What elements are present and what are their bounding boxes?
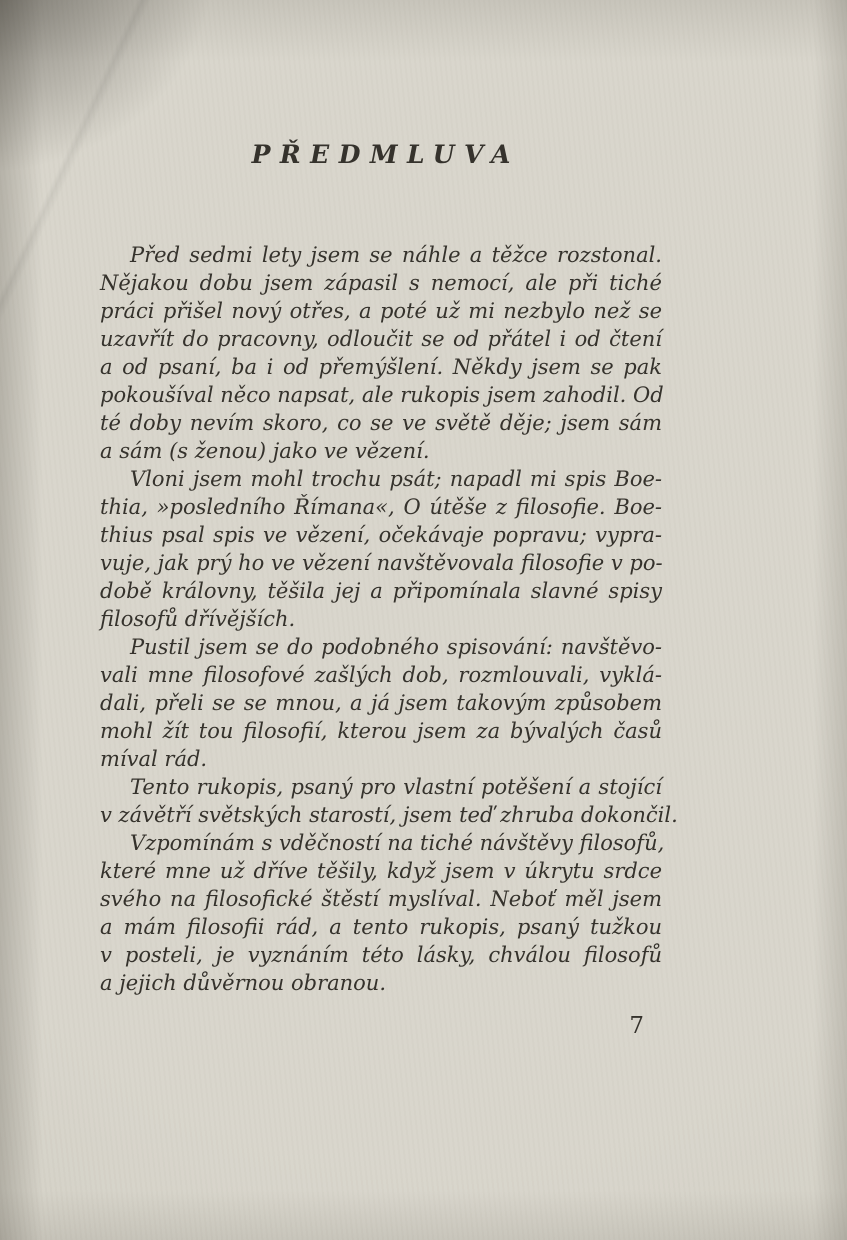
text-line: mohl žít tou filosofií, kterou jsem za bývalých časů	[100, 719, 662, 743]
text-line: době královny, těšila jej a připomínala slavné spisy	[100, 579, 662, 603]
text-line: pokoušíval něco napsat, ale rukopis jsem zahodil. Od	[100, 383, 664, 407]
text-line: a mám filosofii rád, a tento rukopis, psaný tužkou	[100, 915, 662, 939]
text-line: v závětří světských starostí, jsem teď zhruba dokončil.	[100, 803, 678, 827]
text-line: té doby nevím skoro, co se ve světě děje; jsem sám	[100, 411, 662, 435]
text-line: a od psaní, ba i od přemýšlení. Někdy jsem se pak	[100, 355, 662, 379]
text-line: vuje, jak prý ho ve vězení navštěvovala filosofie v po-	[100, 551, 663, 575]
paragraph	[100, 829, 665, 997]
text-line: thia, »posledního Římana«, O útěše z filosofie. Boe-	[100, 495, 662, 519]
paragraph	[100, 773, 678, 829]
paragraph	[100, 633, 662, 773]
text-line: Před sedmi lety jsem se náhle a těžce rozstonal.	[130, 243, 662, 267]
text-line: Vzpomínám s vděčností na tiché návštěvy filosofů,	[130, 831, 665, 855]
text-line: a sám (s ženou) jako ve vězení.	[100, 439, 430, 463]
text-line: Pustil jsem se do podobného spisování: navštěvo-	[130, 635, 662, 659]
text-line: uzavřít do pracovny, odloučit se od přátel i od čtení	[100, 327, 662, 351]
text-line: svého na filosofické štěstí myslíval. Neboť měl jsem	[100, 887, 662, 911]
text-line: filosofů dřívějších.	[100, 607, 296, 631]
chapter-title: PŘEDMLUVA	[251, 140, 520, 169]
text-line: v posteli, je vyznáním této lásky, chválou filosofů	[100, 943, 662, 967]
text-line: vali mne filosofové zašlých dob, rozmlouvali, vyklá-	[100, 663, 662, 687]
text-line: Vloni jsem mohl trochu psát; napadl mi spis Boe-	[130, 467, 662, 491]
paragraph	[100, 465, 662, 633]
text-block	[100, 241, 678, 997]
page-number: 7	[629, 1013, 644, 1039]
paragraph	[100, 241, 662, 465]
text-line: které mne už dříve těšily, když jsem v úkrytu srdce	[100, 859, 662, 883]
text-line: a jejich důvěrnou obranou.	[100, 971, 387, 995]
text-line: práci přišel nový otřes, a poté už mi nezbylo než se	[100, 299, 662, 323]
text-line: thius psal spis ve vězení, očekávaje popravu; vypra-	[100, 523, 662, 547]
text-line: Nějakou dobu jsem zápasil s nemocí, ale při tiché	[100, 271, 662, 295]
text-line: Tento rukopis, psaný pro vlastní potěšení a stojící	[130, 775, 662, 799]
text-line: míval rád.	[100, 747, 208, 771]
text-line: dali, přeli se se mnou, a já jsem takovým způsobem	[100, 691, 662, 715]
